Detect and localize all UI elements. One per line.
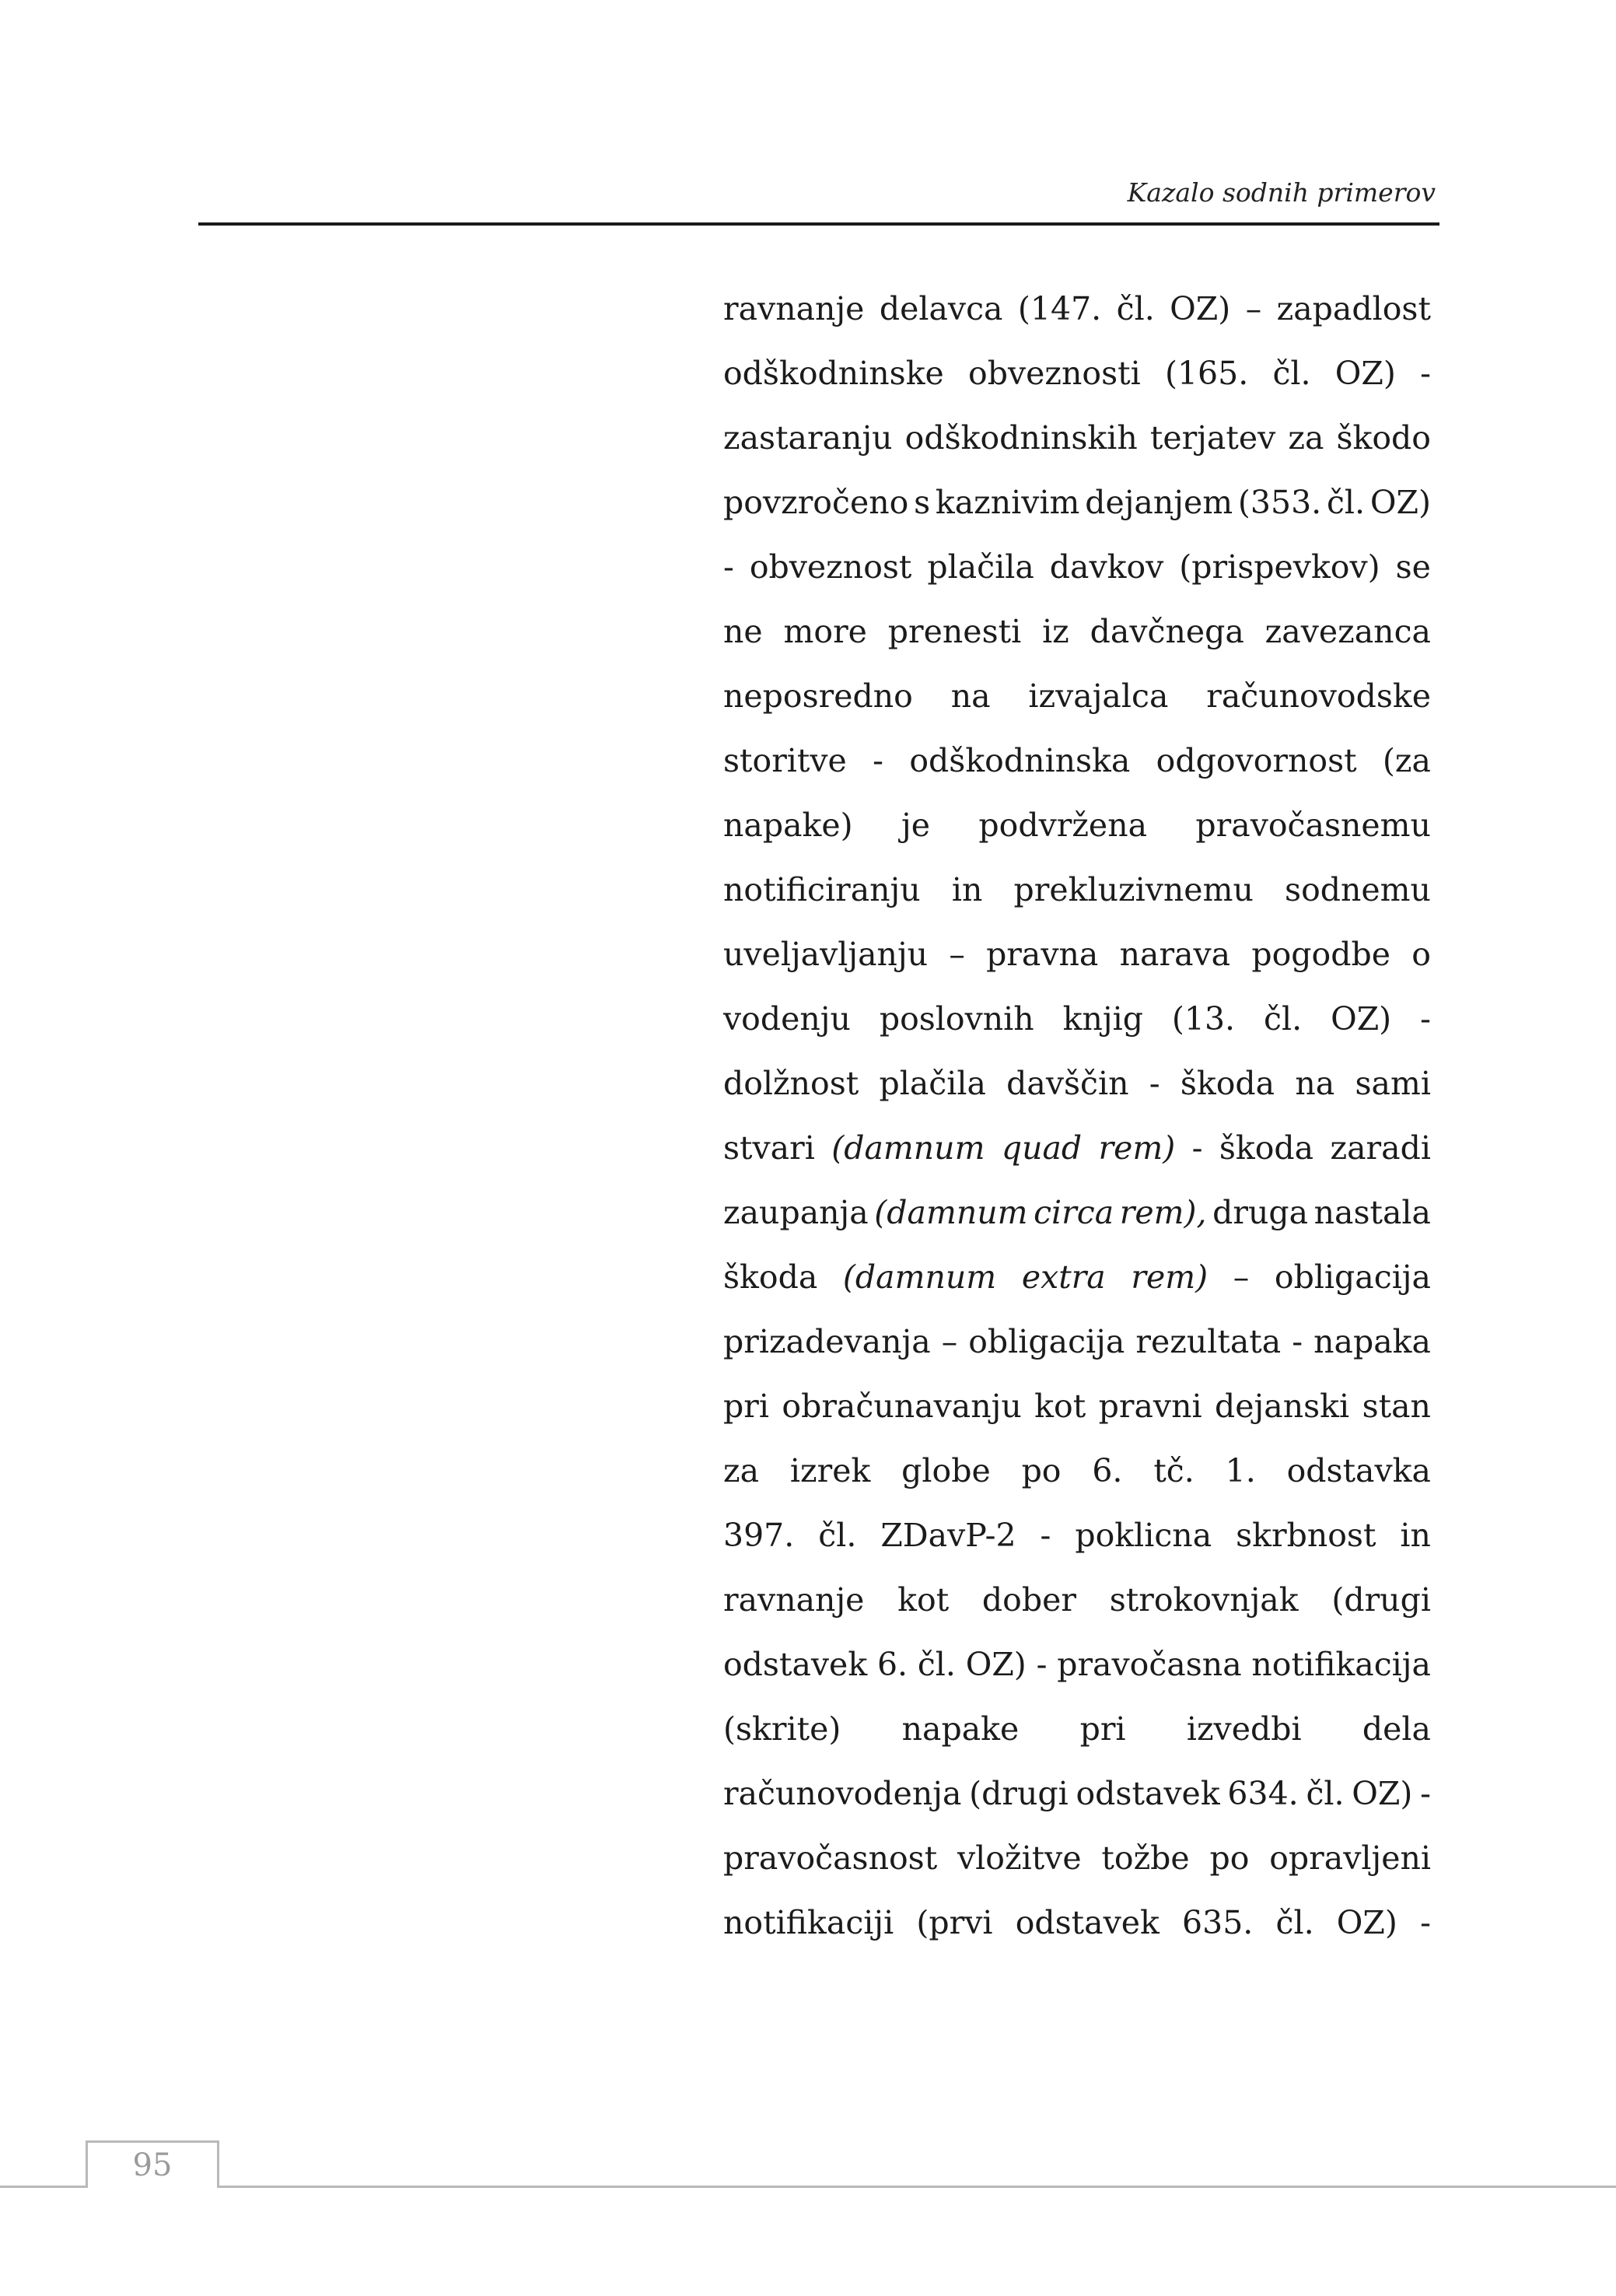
word: quad (1001, 1129, 1083, 1167)
word: davkov (1049, 548, 1164, 586)
word: in (951, 871, 983, 908)
word: odškodninska (909, 742, 1131, 779)
word: vodenju (723, 1000, 851, 1038)
word: po (1021, 1452, 1062, 1489)
word: odstavek (723, 1646, 868, 1683)
word: o (1411, 936, 1431, 973)
word: iz (1042, 613, 1069, 650)
footer-rule-left (0, 2186, 86, 2188)
word: neposredno (723, 677, 913, 715)
word: obračunavanju (782, 1388, 1022, 1425)
word: plačila (879, 1065, 986, 1102)
word: ravnanje (723, 290, 865, 327)
text-line (723, 793, 1431, 858)
word: rem) (1131, 1258, 1209, 1296)
word: (skrite) (723, 1710, 841, 1748)
text-line (723, 1310, 1431, 1374)
word: škoda (1180, 1065, 1275, 1102)
word: za (1288, 419, 1324, 457)
word: pogodbe (1251, 936, 1390, 973)
word: kot (1034, 1388, 1086, 1425)
word: – (1233, 1258, 1250, 1296)
header-rule (198, 222, 1439, 226)
text-line (723, 1116, 1431, 1181)
word: sami (1355, 1065, 1431, 1102)
word: odstavek (1076, 1775, 1220, 1812)
word: OZ) (1352, 1775, 1413, 1812)
word: pravni (1098, 1388, 1202, 1425)
word: knjig (1062, 1000, 1143, 1038)
word: odškodninske (723, 355, 944, 392)
word: OZ) (1369, 484, 1431, 521)
word: obligacija (968, 1323, 1125, 1360)
word: za (723, 1452, 760, 1489)
word: rezultata (1135, 1323, 1282, 1360)
word: tč. (1153, 1452, 1195, 1489)
word: poklicna (1075, 1517, 1212, 1554)
word: (165. (1164, 355, 1249, 392)
word: pravočasnost (723, 1839, 938, 1877)
word: pri (1079, 1710, 1126, 1748)
word: - (1191, 1129, 1203, 1167)
text-line (723, 1439, 1431, 1503)
text-line (723, 341, 1431, 406)
word: (za (1382, 742, 1431, 779)
text-line (723, 1181, 1431, 1245)
text-line (723, 471, 1431, 535)
text-line (723, 1826, 1431, 1891)
word: davčnega (1090, 613, 1244, 650)
running-header: Kazalo sodnih primerov (1127, 177, 1436, 208)
word: izvedbi (1186, 1710, 1302, 1748)
word: - (723, 548, 734, 586)
footer-rule-right (218, 2186, 1616, 2188)
text-line (723, 1503, 1431, 1568)
word: se (1395, 548, 1431, 586)
word: 635. (1182, 1904, 1254, 1941)
word: pri (723, 1388, 769, 1425)
word: 634. (1227, 1775, 1299, 1812)
word: vložitve (957, 1839, 1082, 1877)
text-line (723, 664, 1431, 729)
word: – (1245, 290, 1262, 327)
word: – (941, 1323, 958, 1360)
text-line (723, 922, 1431, 987)
word: - (1292, 1323, 1303, 1360)
word: extra (1021, 1258, 1106, 1296)
text-line (723, 1697, 1431, 1762)
word: - (1420, 1904, 1431, 1941)
text-line (723, 1633, 1431, 1697)
word: 397. (723, 1517, 795, 1554)
word: druga (1212, 1194, 1309, 1231)
word: čl. (1326, 484, 1366, 521)
word: napaka (1313, 1323, 1431, 1360)
word: circa (1034, 1194, 1114, 1231)
text-line (723, 277, 1431, 341)
word: po (1209, 1839, 1250, 1877)
word: na (950, 677, 991, 715)
word: dejanjem (1085, 484, 1233, 521)
word: obligacija (1274, 1258, 1431, 1296)
word: (prispevkov) (1179, 548, 1380, 586)
word: nastala (1313, 1194, 1431, 1231)
word: poslovnih (879, 1000, 1034, 1038)
text-line (723, 600, 1431, 664)
word: terjatev (1149, 419, 1276, 457)
word: 1. (1225, 1452, 1256, 1489)
word: notifikaciji (723, 1904, 894, 1941)
word: zavezanca (1264, 613, 1431, 650)
text-line (723, 729, 1431, 793)
word: izrek (789, 1452, 871, 1489)
word: prizadevanja (723, 1323, 931, 1360)
word: OZ) (1334, 355, 1396, 392)
word: prenesti (887, 613, 1022, 650)
word: zaradi (1330, 1129, 1431, 1167)
word: povzročeno (723, 484, 909, 521)
word: prekluzivnemu (1013, 871, 1254, 908)
word: škoda (723, 1258, 818, 1296)
word: kot (897, 1581, 950, 1619)
word: odškodninskih (904, 419, 1138, 457)
word: - (873, 742, 884, 779)
body-text (723, 277, 1431, 1955)
word: (13. (1171, 1000, 1236, 1038)
word: na (1295, 1065, 1335, 1102)
text-line (723, 858, 1431, 922)
word: pravna (986, 936, 1099, 973)
word: čl. (1116, 290, 1155, 327)
word: računovodske (1206, 677, 1431, 715)
text-line (723, 1052, 1431, 1116)
text-line (723, 406, 1431, 471)
word: rem), (1119, 1194, 1207, 1231)
word: obveznosti (968, 355, 1141, 392)
word: - (1149, 1065, 1160, 1102)
word: rem) (1098, 1129, 1176, 1167)
text-line (723, 987, 1431, 1052)
word: storitve (723, 742, 847, 779)
text-line (723, 1762, 1431, 1826)
word: stvari (723, 1129, 815, 1167)
text-line (723, 1245, 1431, 1310)
word: davščin (1006, 1065, 1129, 1102)
word: čl. (1264, 1000, 1303, 1038)
word: ZDavP-2 (880, 1517, 1016, 1554)
text-line (723, 535, 1431, 600)
word: obveznost (749, 548, 912, 586)
word: dolžnost (723, 1065, 859, 1102)
word: notificiranju (723, 871, 921, 908)
word: podvržena (978, 807, 1148, 844)
word: pravočasnemu (1195, 807, 1431, 844)
word: - (1420, 1000, 1431, 1038)
word: zapadlost (1276, 290, 1431, 327)
word: škoda (1219, 1129, 1314, 1167)
word: dejanski (1215, 1388, 1350, 1425)
text-line (723, 1891, 1431, 1955)
word: čl. (818, 1517, 857, 1554)
word: (drugi (969, 1775, 1069, 1812)
page-number: 95 (132, 2147, 173, 2183)
text-line (723, 1568, 1431, 1633)
word: (damnum (874, 1194, 1028, 1231)
word: in (1400, 1517, 1431, 1554)
word: (drugi (1331, 1581, 1431, 1619)
word: je (901, 807, 931, 844)
word: dober (981, 1581, 1076, 1619)
word: more (783, 613, 867, 650)
word: s (914, 484, 931, 521)
word: - (1040, 1517, 1051, 1554)
word: napake (901, 1710, 1020, 1748)
text-line (723, 1374, 1431, 1439)
word: uveljavljanju (723, 936, 929, 973)
word: - (1036, 1646, 1048, 1683)
word: OZ) (1336, 1904, 1397, 1941)
word: pravočasna (1057, 1646, 1242, 1683)
word: - (1420, 355, 1431, 392)
word: čl. (917, 1646, 956, 1683)
word: sodnemu (1285, 871, 1431, 908)
word: 6. (1092, 1452, 1123, 1489)
word: (prvi (916, 1904, 993, 1941)
word: dela (1362, 1710, 1431, 1748)
word: tožbe (1101, 1839, 1190, 1877)
word: (147. (1017, 290, 1102, 327)
word: kaznivim (935, 484, 1080, 521)
word: globe (901, 1452, 991, 1489)
word: napake) (723, 807, 853, 844)
word: odgovornost (1156, 742, 1357, 779)
word: – (949, 936, 965, 973)
word: OZ) (1170, 290, 1231, 327)
word: ravnanje (723, 1581, 865, 1619)
word: škodo (1336, 419, 1431, 457)
word: računovodenja (723, 1775, 962, 1812)
word: ne (723, 613, 763, 650)
word: plačila (927, 548, 1034, 586)
word: (damnum (842, 1258, 997, 1296)
word: izvajalca (1028, 677, 1169, 715)
word: OZ) (1331, 1000, 1392, 1038)
page-number-box (86, 2140, 219, 2188)
word: zastaranju (723, 419, 893, 457)
word: odstavka (1286, 1452, 1431, 1489)
word: odstavek (1015, 1904, 1160, 1941)
word: OZ) (965, 1646, 1027, 1683)
word: opravljeni (1269, 1839, 1431, 1877)
word: čl. (1275, 1904, 1314, 1941)
word: notifikacija (1251, 1646, 1431, 1683)
word: stan (1362, 1388, 1431, 1425)
word: - (1420, 1775, 1431, 1812)
word: čl. (1306, 1775, 1345, 1812)
word: čl. (1272, 355, 1311, 392)
word: (353. (1237, 484, 1322, 521)
word: 6. (876, 1646, 908, 1683)
word: strokovnjak (1109, 1581, 1299, 1619)
word: (damnum (831, 1129, 985, 1167)
word: skrbnost (1236, 1517, 1376, 1554)
word: delavca (879, 290, 1003, 327)
word: zaupanja (723, 1194, 869, 1231)
word: narava (1119, 936, 1231, 973)
